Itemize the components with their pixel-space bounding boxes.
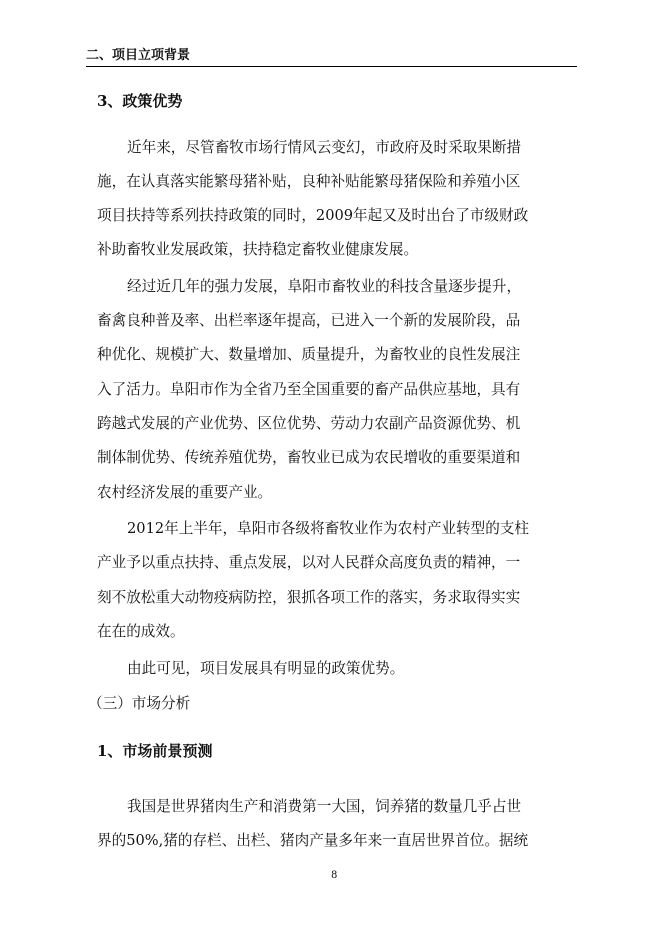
paragraph-line: 产业予以重点扶持、重点发展，以对人民群众高度负责的精神，一 [97,554,521,571]
paragraph-line: 由此可见，项目发展具有明显的政策优势。 [127,660,405,677]
section-heading-policy: 3、政策优势 [97,92,183,110]
paragraph-line: 我国是世界猪肉生产和消费第一大国，饲养猪的数量几乎占世 [127,798,522,815]
paragraph-line: 入了活力。阜阳市作为全省乃至全国重要的畜产品供应基地，具有 [97,381,521,398]
paragraph-line: 畜禽良种普及率、出栏率逐年提高，已进入一个新的发展阶段，品 [97,312,521,329]
paragraph-line: 近年来，尽管畜牧市场行情风云变幻，市政府及时采取果断措 [127,139,522,156]
section-heading-forecast: 1、市场前景预测 [97,742,213,760]
paragraph-line: 项目扶持等系列扶持政策的同时，2009年起又及时出台了市级财政 [97,207,529,224]
running-header: 二、项目立项背景 [86,48,191,63]
paragraph-line: 2012年上半年，阜阳市各级将畜牧业作为农村产业转型的支柱 [127,520,529,537]
paragraph-line: 制体制优势、传统养殖优势，畜牧业已成为农民增收的重要渠道和 [97,449,521,466]
paragraph-line: 刻不放松重大动物疫病防控，狠抓各项工作的落实，务求取得实实 [97,589,521,606]
paragraph-line: 补助畜牧业发展政策，扶持稳定畜牧业健康发展。 [97,241,419,258]
header-divider [86,66,577,67]
paragraph-line: 施，在认真落实能繁母猪补贴，良种补贴能繁母猪保险和养殖小区 [97,173,521,190]
paragraph-line: 界的50%,猪的存栏、出栏、猪肉产量多年来一直居世界首位。据统 [97,832,529,849]
paragraph-line: 跨越式发展的产业优势、区位优势、劳动力农副产品资源优势、机 [97,415,521,432]
page-number: 8 [331,870,338,881]
section-heading-market: （三）市场分析 [88,695,191,712]
paragraph-line: 农村经济发展的重要产业。 [97,484,273,501]
paragraph-line: 种优化、规模扩大、数量增加、质量提升，为畜牧业的良性发展注 [97,346,521,363]
paragraph-line: 经过近几年的强力发展，阜阳市畜牧业的科技含量逐步提升， [127,278,522,295]
paragraph-line: 在在的成效。 [97,623,185,640]
